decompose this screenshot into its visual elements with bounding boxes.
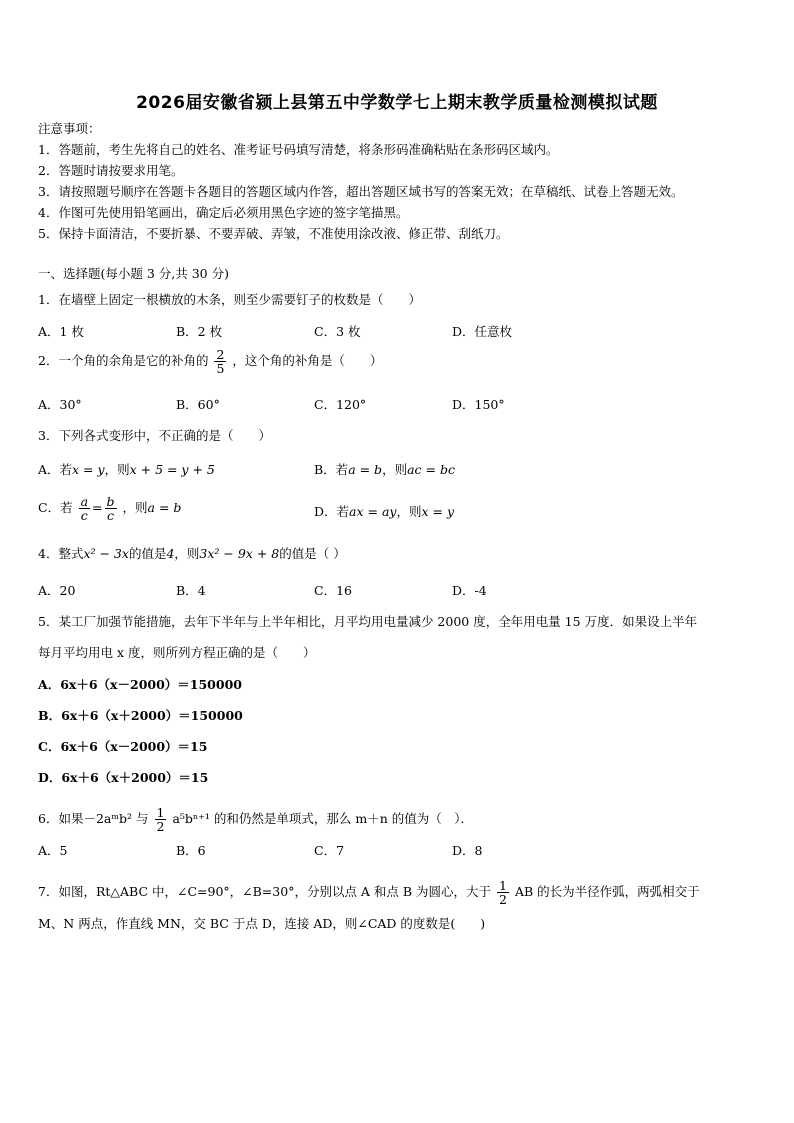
q6-fraction-denominator: 2	[156, 819, 165, 834]
q2-option-d: D．150°	[452, 397, 505, 412]
q3-c-then: ，则	[122, 500, 148, 515]
question-2-stem	[38, 348, 382, 375]
section-heading: 一、选择题(每小题 3 分,共 30 分)	[38, 266, 229, 281]
q6-option-b: B．6	[176, 843, 206, 858]
q4-stem-part-a: 4．整式	[38, 546, 84, 561]
q6-fraction-numerator: 1	[156, 805, 165, 820]
question-7-stem-line-1	[38, 879, 700, 906]
q2-stem-part-b: ，这个角的补角是（ ）	[232, 353, 383, 368]
q3-d-result: x = y	[421, 504, 455, 519]
q1-option-a: A．1 枚	[38, 324, 84, 339]
q2-option-c: C．120°	[314, 397, 367, 412]
notice-item-2: 2．答题时请按要求用笔。	[38, 163, 184, 178]
q7-stem-part-b: AB 的长为半径作弧，两弧相交于	[514, 884, 700, 899]
q3-b-result: ac = bc	[407, 462, 455, 477]
q1-option-b: B．2 枚	[176, 324, 223, 339]
notice-item-3: 3．请按照题号顺序在答题卡各题目的答题区域内作答，超出答题区域书写的答案无效；在草稿纸、试卷上答题无效。	[38, 184, 684, 199]
q7-fraction-numerator: 1	[499, 878, 507, 893]
question-3-stem: 3．下列各式变形中，不正确的是（ ）	[38, 428, 271, 443]
q4-option-d: D．-4	[452, 583, 487, 598]
q2-option-a: A．30°	[38, 397, 82, 412]
notice-item-5: 5．保持卡面清洁，不要折暴、不要弄破、弄皱，不准使用涂改液、修正带、刮纸刀。	[38, 226, 509, 241]
q3-c-result: a = b	[147, 500, 182, 515]
q3-c-denominator-1: c	[80, 508, 88, 523]
q3-a-result: x + 5 = y + 5	[129, 462, 215, 477]
question-5-stem-line-1: 5．某工厂加强节能措施，去年下半年与上半年相比，月平均用电量减少 2000 度，全年用电量 15 万度．如果设上半年	[38, 614, 698, 629]
q4-stem-part-b: 的值是	[128, 546, 167, 561]
page-title: 2026届安徽省颍上县第五中学数学七上期末教学质量检测模拟试题	[136, 93, 658, 113]
question-7-stem-line-2: M、N 两点，作直线 MN，交 BC 于点 D，连接 AD，则∠CAD 的度数是( )	[38, 916, 486, 931]
q2-stem-part-a: 2．一个角的余角是它的补角的	[38, 353, 209, 368]
q4-option-a: A．20	[38, 583, 76, 598]
q3-option-a	[38, 462, 215, 478]
q3-c-numerator-2: b	[106, 494, 115, 509]
q4-stem-part-c: ，则	[174, 546, 200, 561]
q2-option-b: B．60°	[176, 397, 220, 412]
q3-option-c	[38, 495, 181, 522]
q3-b-then: ，则	[382, 462, 408, 477]
question-4-stem	[38, 546, 346, 562]
q3-c-label: C．若	[38, 500, 73, 515]
notice-heading: 注意事项：	[38, 121, 101, 136]
q3-a-condition: x = y	[72, 462, 105, 477]
q3-option-d	[314, 504, 454, 520]
notice-item-4: 4．作图可先使用铅笔画出，确定后必须用黑色字迹的签字笔描黑。	[38, 205, 409, 220]
q7-fraction-denominator: 2	[499, 892, 507, 907]
q4-option-b: B．4	[176, 583, 206, 598]
q3-c-numerator-1: a	[80, 494, 89, 509]
q3-d-condition: ax = ay	[349, 504, 397, 519]
q3-c-fraction-2	[105, 495, 117, 522]
q1-option-c: C．3 枚	[314, 324, 361, 339]
question-5-stem-line-2: 每月平均用电 x 度，则所列方程正确的是（ ）	[38, 645, 316, 660]
q6-stem-part-a: 6．如果－2aᵐb² 与	[38, 811, 149, 826]
q5-option-d: D．6x＋6（x＋2000）＝15	[38, 770, 209, 785]
q3-c-equals: =	[92, 500, 103, 515]
q6-option-c: C．7	[314, 843, 345, 858]
q5-option-a: A．6x＋6（x－2000）＝150000	[38, 677, 242, 692]
q4-stem-part-d: 的值是（ ）	[279, 546, 346, 561]
q2-fraction-denominator: 5	[216, 361, 225, 376]
q4-option-c: C．16	[314, 583, 352, 598]
q7-fraction	[497, 879, 509, 906]
q3-d-label: D．若	[314, 504, 350, 519]
q3-b-condition: a = b	[348, 462, 383, 477]
q3-a-then: ，则	[104, 462, 130, 477]
q5-option-c: C．6x＋6（x－2000）＝15	[38, 739, 208, 754]
notice-item-1: 1．答题前，考生先将自己的姓名、准考证号码填写清楚，将条形码准确粘贴在条形码区域内。	[38, 142, 559, 157]
q3-option-b	[314, 462, 455, 478]
question-6-stem	[38, 806, 473, 833]
q3-a-label: A．若	[38, 462, 73, 477]
q3-c-fraction-1	[79, 495, 90, 522]
q3-d-then: ，则	[396, 504, 422, 519]
q6-stem-part-b: a⁵bⁿ⁺¹ 的和仍然是单项式，那么 m＋n 的值为（ ）．	[172, 811, 473, 826]
q3-c-denominator-2: c	[107, 508, 115, 523]
question-1-stem: 1．在墙壁上固定一根横放的木条，则至少需要钉子的枚数是（ ）	[38, 292, 421, 307]
q7-stem-part-a: 7．如图，Rt△ABC 中，∠C=90°，∠B=30°，分别以点 A 和点 B 为圆心，大于	[38, 884, 492, 899]
q5-option-b: B．6x＋6（x＋2000）＝150000	[38, 708, 243, 723]
q2-fraction-numerator: 2	[216, 347, 225, 362]
q2-fraction	[214, 348, 226, 375]
q1-option-d: D．任意枚	[452, 324, 513, 339]
q4-expression-2: 3x² − 9x + 8	[199, 546, 280, 561]
q3-b-label: B．若	[314, 462, 349, 477]
q6-option-d: D．8	[452, 843, 483, 858]
q4-expression-1: x² − 3x	[83, 546, 129, 561]
q6-fraction	[155, 806, 167, 833]
q6-option-a: A．5	[38, 843, 68, 858]
q4-value: 4	[166, 546, 175, 561]
